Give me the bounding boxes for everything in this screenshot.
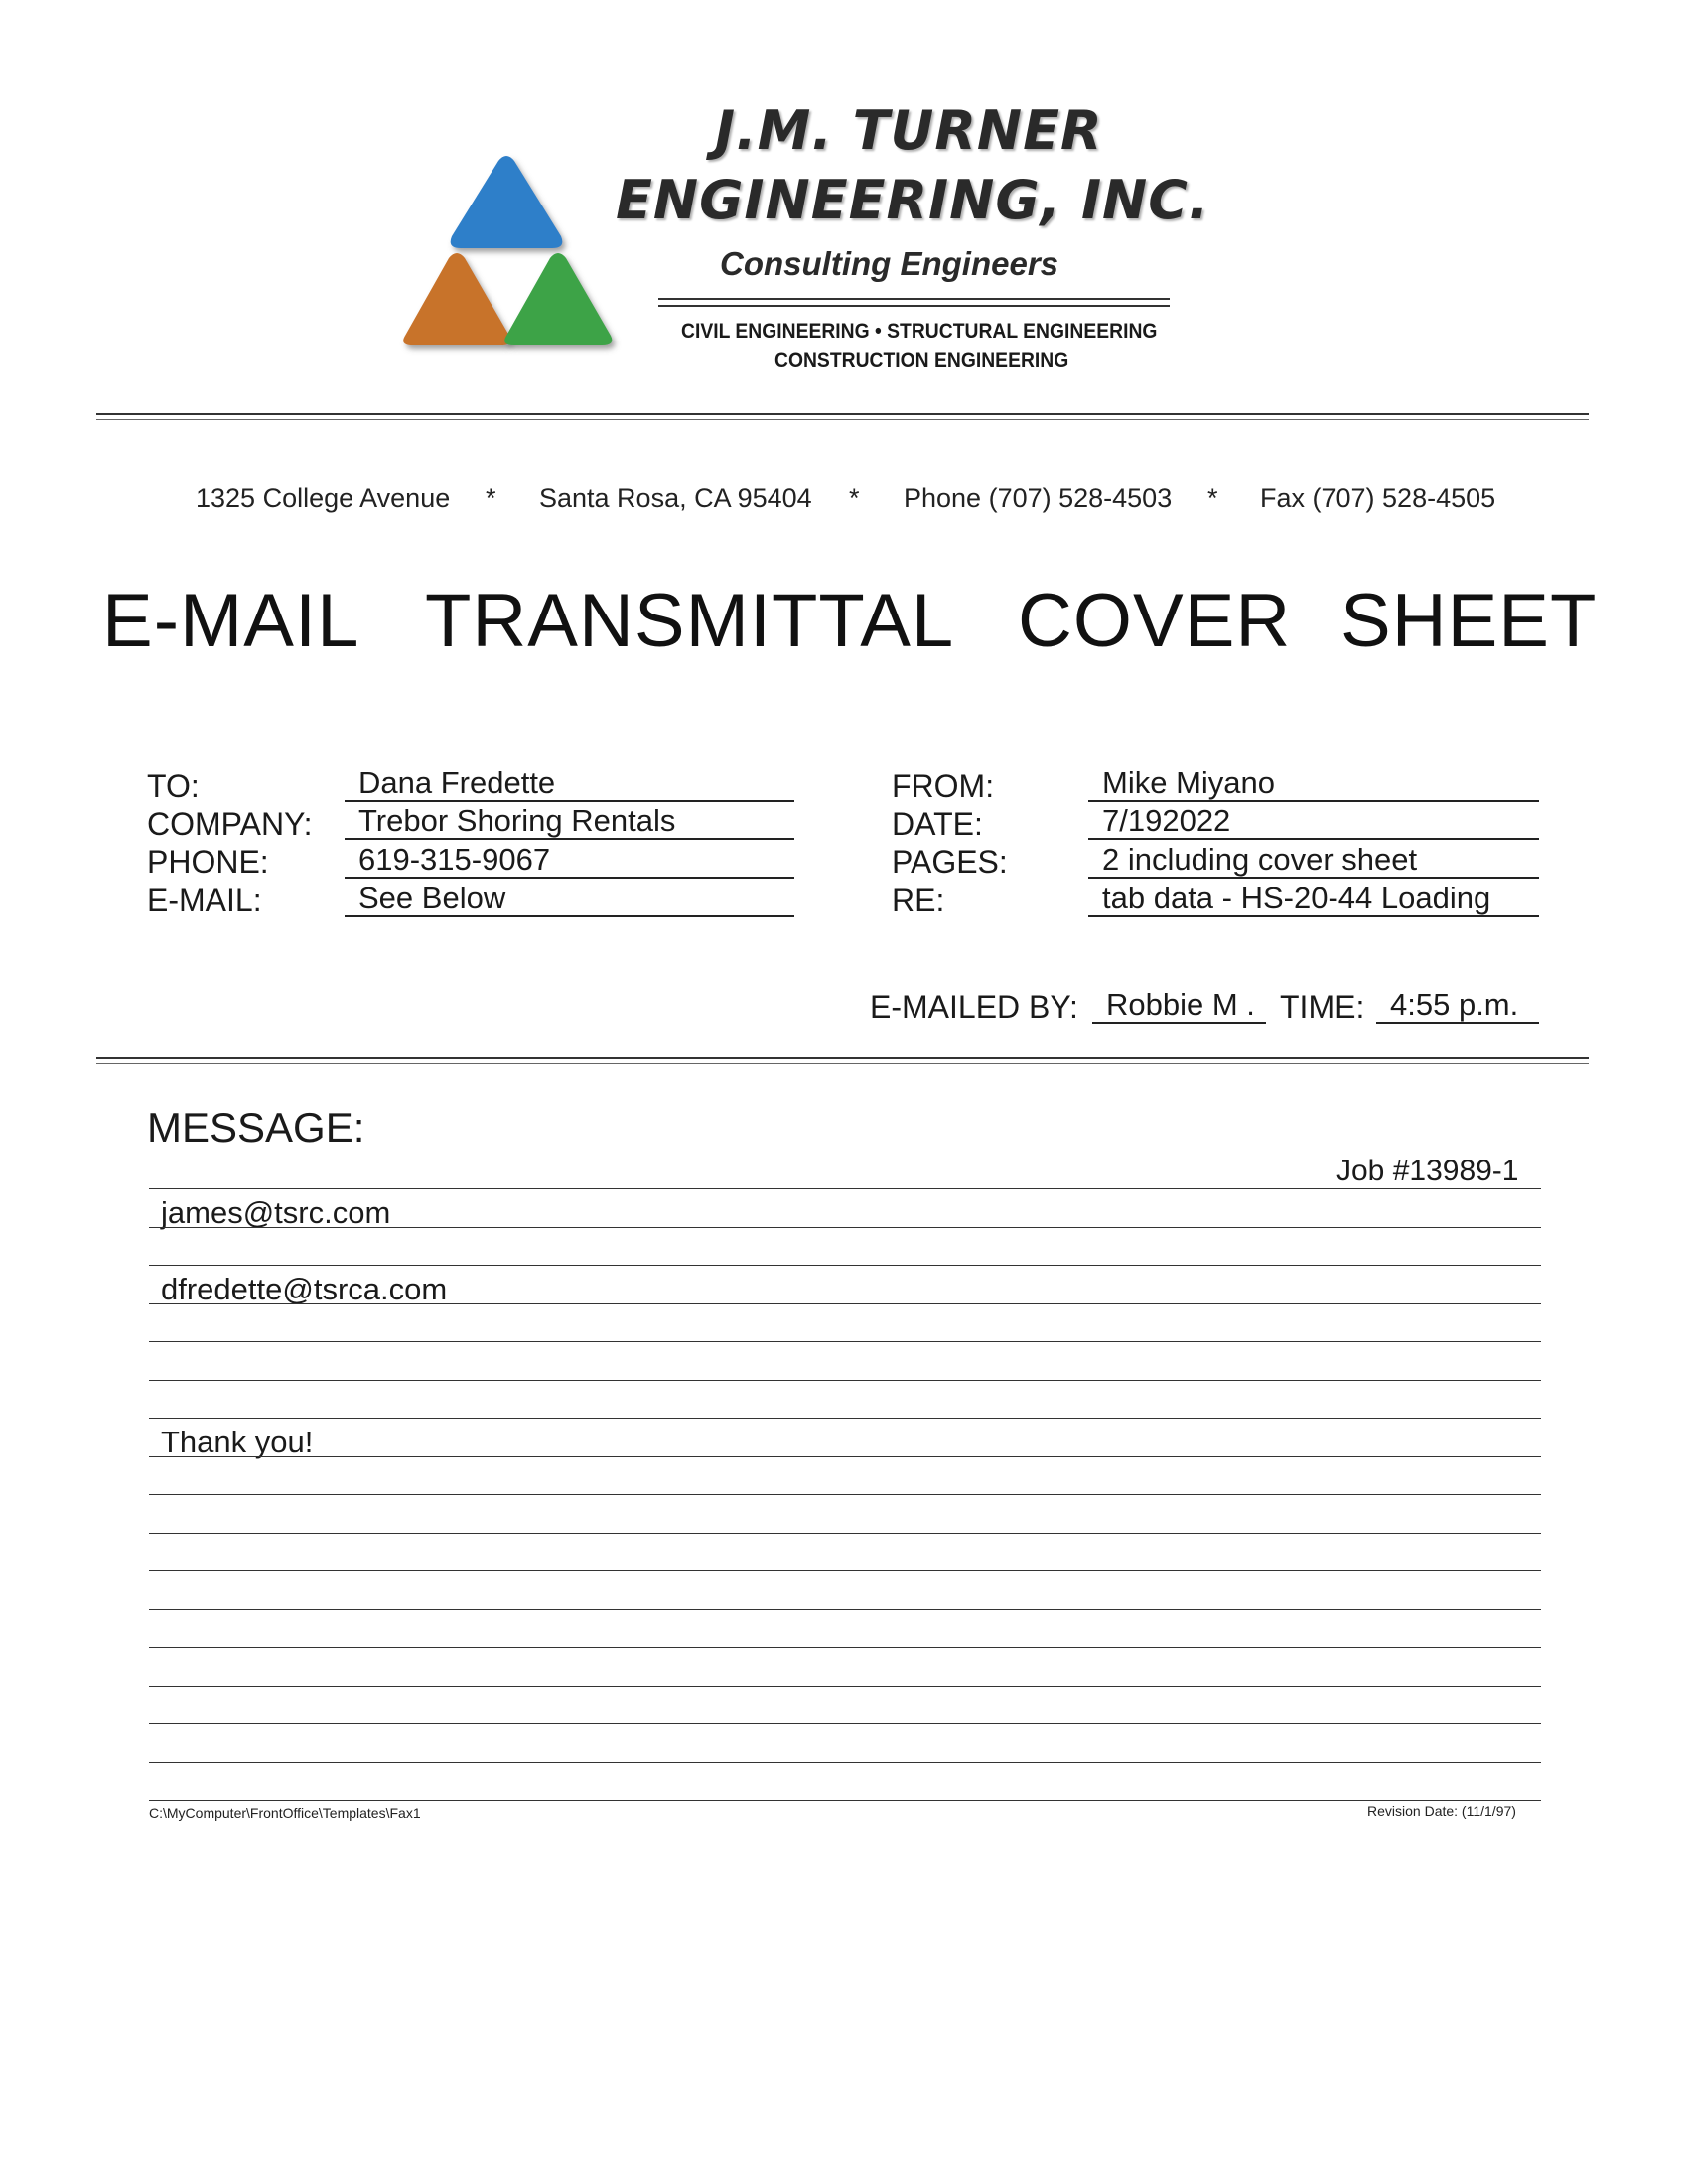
- message-ruled-line: [149, 1188, 1541, 1189]
- pages-label: PAGES:: [892, 844, 1008, 880]
- title-word-sheet: SHEET: [1340, 579, 1598, 663]
- logo-green-triangle: [504, 253, 612, 345]
- logo-divider: [658, 298, 1170, 300]
- title-word-transmittal: TRANSMITTAL: [425, 579, 955, 663]
- form-divider: [96, 1057, 1589, 1064]
- message-ruled-line: [149, 1762, 1541, 1763]
- phone-number: Phone (707) 528-4503: [904, 483, 1173, 513]
- company-name-line2: ENGINEERING, INC.: [616, 169, 1210, 231]
- revision-date: Revision Date: (11/1/97): [1367, 1803, 1516, 1819]
- from-label: FROM:: [892, 768, 995, 804]
- message-ruled-line: [149, 1456, 1541, 1457]
- message-ruled-line: [149, 1723, 1541, 1724]
- address: 1325 College Avenue: [196, 483, 451, 513]
- message-ruled-line: [149, 1800, 1541, 1801]
- template-path: C:\MyComputer\FrontOffice\Templates\Fax1: [149, 1805, 421, 1821]
- message-line-2: dfredette@tsrca.com: [161, 1272, 448, 1306]
- job-number: Job #13989-1: [1336, 1155, 1519, 1187]
- date-field[interactable]: 7/192022: [1088, 802, 1539, 840]
- address-separator: *: [1207, 483, 1218, 513]
- message-ruled-line: [149, 1647, 1541, 1648]
- from-field[interactable]: Mike Miyano: [1088, 764, 1539, 802]
- company-name-line1: J.M. TURNER: [715, 99, 1103, 162]
- message-ruled-line: [149, 1380, 1541, 1381]
- company-logo-triangles-icon: [397, 149, 626, 357]
- pages-field[interactable]: 2 including cover sheet: [1088, 841, 1539, 879]
- message-line-1: james@tsrc.com: [161, 1195, 391, 1230]
- fax-number: Fax (707) 528-4505: [1260, 483, 1496, 513]
- services-line2: CONSTRUCTION ENGINEERING: [774, 349, 1069, 372]
- message-ruled-line: [149, 1494, 1541, 1495]
- address-separator: *: [849, 483, 860, 513]
- message-ruled-line: [149, 1609, 1541, 1610]
- title-word-email: E-MAIL: [102, 579, 360, 663]
- time-field[interactable]: 4:55 p.m.: [1376, 986, 1539, 1024]
- header-divider: [96, 413, 1589, 420]
- city-state-zip: Santa Rosa, CA 95404: [539, 483, 812, 513]
- emailed-by-label: E-MAILED BY:: [870, 989, 1078, 1024]
- company-tagline: Consulting Engineers: [720, 245, 1059, 282]
- re-field[interactable]: tab data - HS-20-44 Loading: [1088, 880, 1539, 917]
- message-ruled-line: [149, 1418, 1541, 1419]
- logo-orange-triangle: [403, 253, 510, 345]
- email-field[interactable]: See Below: [345, 880, 794, 917]
- emailed-by-field[interactable]: Robbie M .: [1092, 986, 1266, 1024]
- company-field[interactable]: Trebor Shoring Rentals: [345, 802, 794, 840]
- date-label: DATE:: [892, 806, 983, 842]
- title-word-cover: COVER: [1018, 579, 1292, 663]
- email-label: E-MAIL:: [147, 883, 262, 918]
- re-label: RE:: [892, 883, 945, 918]
- address-separator: *: [486, 483, 496, 513]
- phone-label: PHONE:: [147, 844, 269, 880]
- message-label: MESSAGE:: [147, 1104, 365, 1151]
- services-line1: CIVIL ENGINEERING • STRUCTURAL ENGINEERING: [681, 320, 1158, 342]
- message-ruled-line: [149, 1570, 1541, 1571]
- to-field[interactable]: Dana Fredette: [345, 764, 794, 802]
- logo-divider: [658, 305, 1170, 307]
- message-ruled-line: [149, 1265, 1541, 1266]
- company-label: COMPANY:: [147, 806, 313, 842]
- logo-blue-triangle: [451, 156, 563, 248]
- message-line-3: Thank you!: [161, 1425, 314, 1459]
- message-ruled-line: [149, 1686, 1541, 1687]
- phone-field[interactable]: 619-315-9067: [345, 841, 794, 879]
- message-ruled-line: [149, 1533, 1541, 1534]
- time-label: TIME:: [1280, 989, 1365, 1024]
- message-ruled-line: [149, 1227, 1541, 1228]
- message-ruled-line: [149, 1341, 1541, 1342]
- to-label: TO:: [147, 768, 200, 804]
- message-ruled-line: [149, 1303, 1541, 1304]
